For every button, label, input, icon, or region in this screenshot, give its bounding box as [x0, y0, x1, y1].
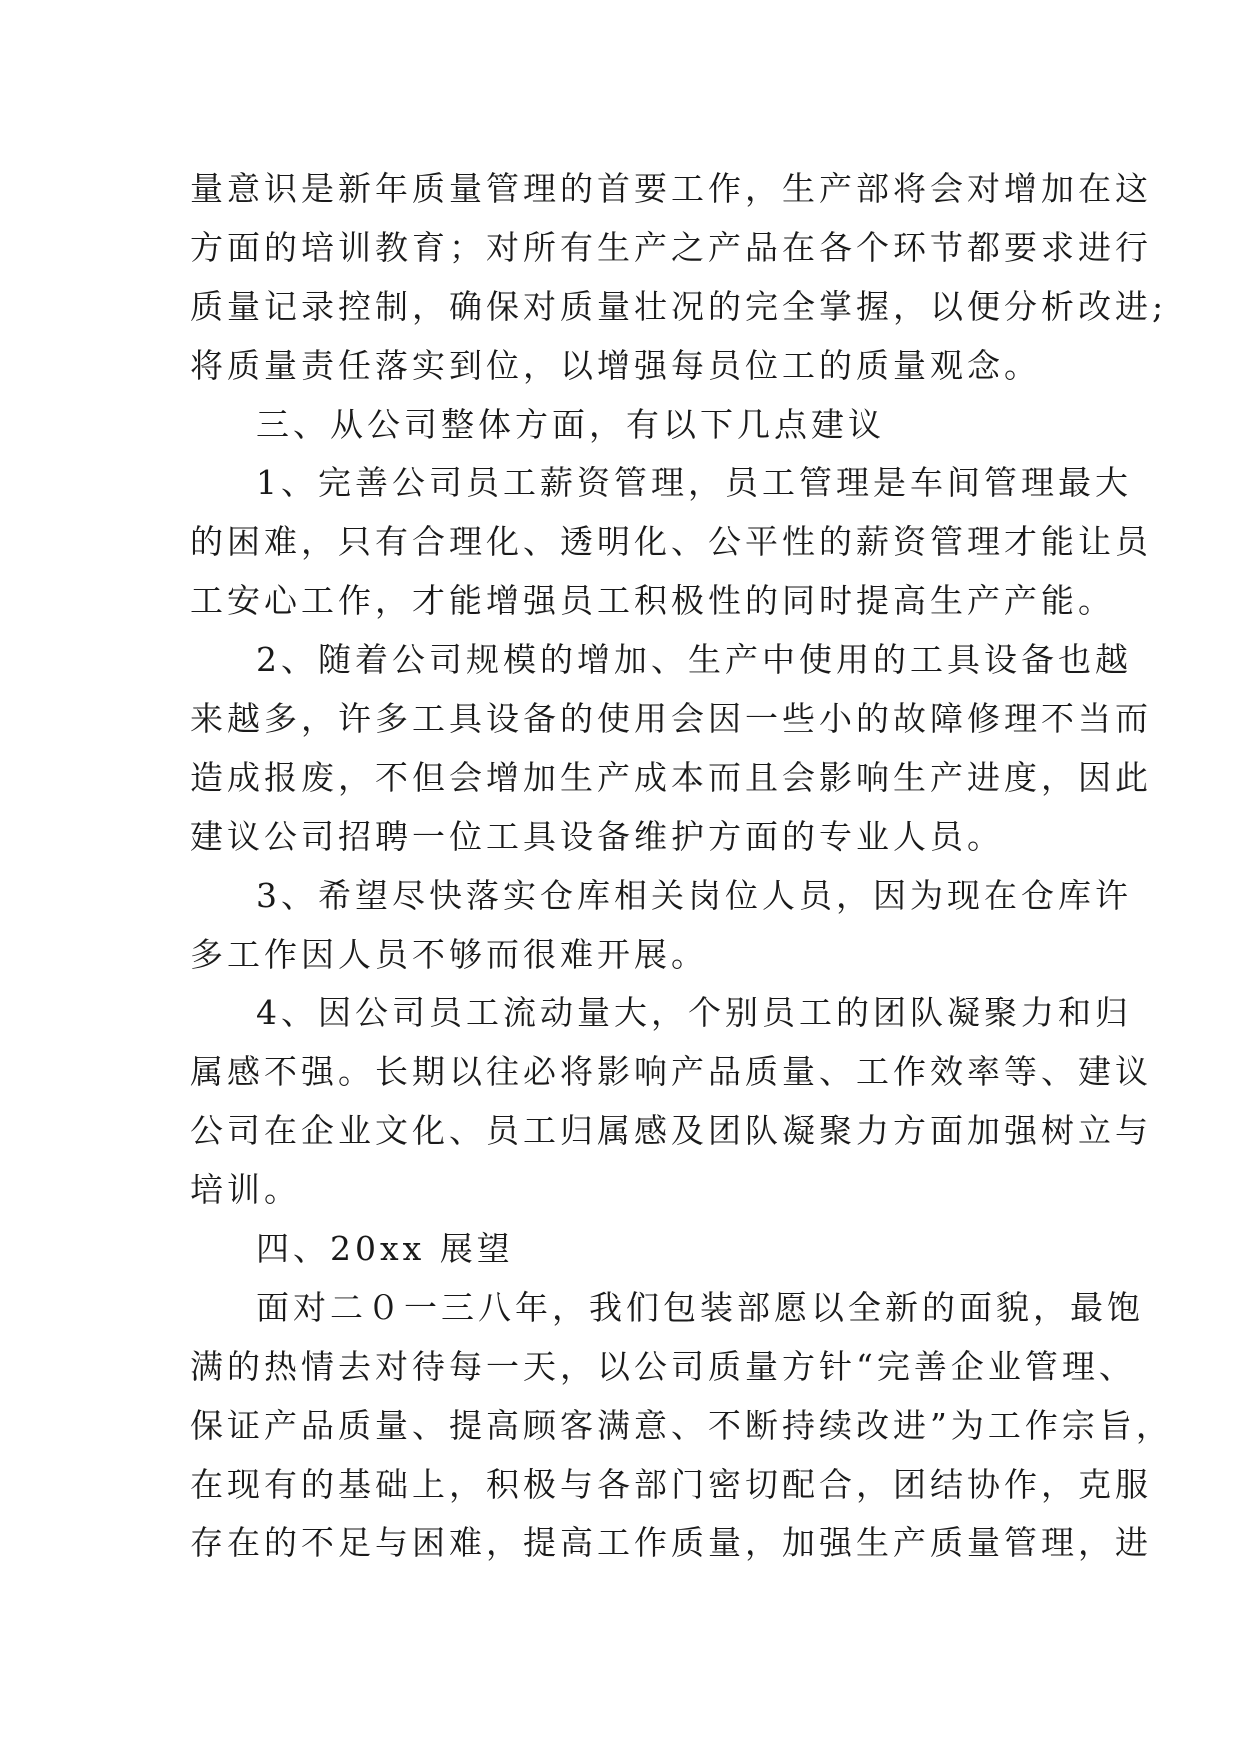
text-line: 面对二０一三八年，我们包装部愿以全新的面貌，最饱	[256, 1287, 1144, 1327]
text-line: 三、从公司整体方面，有以下几点建议	[256, 404, 885, 444]
text-line: 4、因公司员工流动量大，个别员工的团队凝聚力和归	[256, 993, 1132, 1033]
text-line: 来越多，许多工具设备的使用会因一些小的故障修理不当而	[190, 699, 1152, 739]
text-line: 方面的培训教育；对所有生产之产品在各个环节都要求进行	[190, 227, 1152, 267]
text-line: 满的热情去对待每一天，以公司质量方针“完善企业管理、	[190, 1346, 1136, 1386]
text-line: 1、完善公司员工薪资管理，员工管理是车间管理最大	[256, 463, 1132, 503]
text-line: 培训。	[190, 1170, 301, 1210]
text-line: 工安心工作，才能增强员工积极性的同时提高生产产能。	[190, 581, 1115, 621]
text-line: 公司在企业文化、员工归属感及团队凝聚力方面加强树立与	[190, 1111, 1152, 1151]
text-line: 3、希望尽快落实仓库相关岗位人员，因为现在仓库许	[256, 875, 1132, 915]
text-line: 质量记录控制，确保对质量壮况的完全掌握，以便分析改进;	[190, 286, 1168, 326]
text-line: 量意识是新年质量管理的首要工作，生产部将会对增加在这	[190, 169, 1152, 208]
text-line: 属感不强。长期以往必将影响产品质量、工作效率等、建议	[190, 1052, 1152, 1092]
text-line: 造成报废，不但会增加生产成本而且会影响生产进度，因此	[190, 757, 1152, 797]
text-line: 存在的不足与困难，提高工作质量，加强生产质量管理，进	[190, 1523, 1152, 1563]
text-line: 在现有的基础上，积极与各部门密切配合，团结协作，克服	[190, 1464, 1152, 1504]
text-line: 的困难，只有合理化、透明化、公平性的薪资管理才能让员	[190, 522, 1152, 562]
text-line: 四、20xx 展望	[256, 1229, 514, 1269]
text-line: 保证产品质量、提高顾客满意、不断持续改进”为工作宗旨，	[190, 1405, 1173, 1445]
text-line: 将质量责任落实到位，以增强每员位工的质量观念。	[190, 345, 1041, 385]
document-body	[190, 160, 1173, 1573]
text-line: 2、随着公司规模的增加、生产中使用的工具设备也越	[256, 640, 1132, 680]
text-line: 建议公司招聘一位工具设备维护方面的专业人员。	[190, 816, 1004, 856]
text-line: 多工作因人员不够而很难开展。	[190, 934, 708, 974]
